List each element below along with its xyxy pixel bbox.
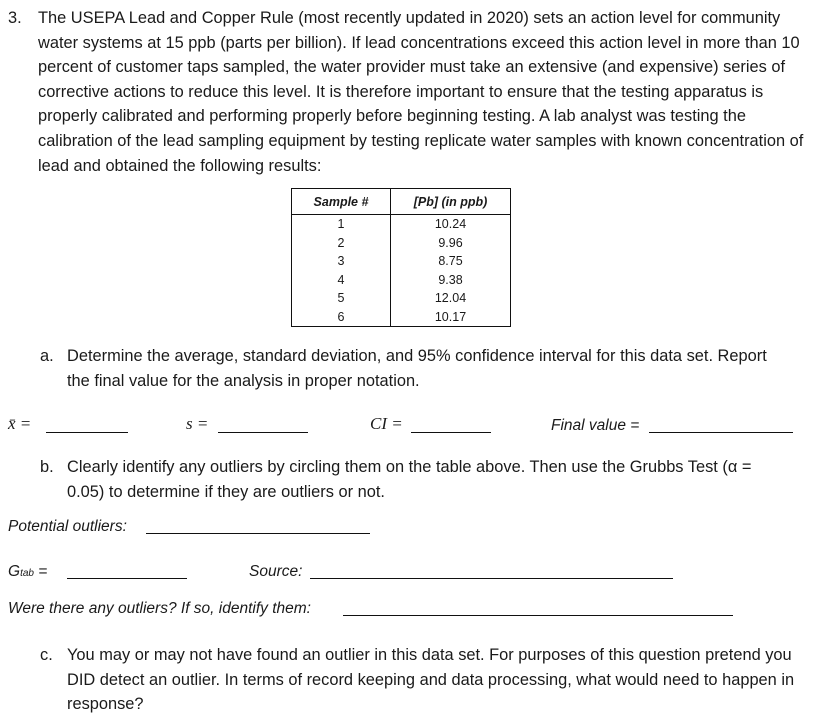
value-cell: 12.04 — [434, 291, 467, 305]
value-cell: 9.38 — [438, 272, 463, 287]
value-cell: 9.96 — [438, 235, 463, 250]
question-number: 3. — [8, 9, 22, 27]
lead-concentration-header: [Pb] (in ppb) — [391, 189, 511, 215]
mean-label: x̄ = — [8, 414, 32, 433]
gtab-subscript: tab — [20, 568, 34, 579]
potential-outliers-blank[interactable] — [146, 533, 370, 534]
part-a-text: Determine the average, standard deviation, and 95% confidence interval for this data set. Report the final value for the analysis in proper notation. — [67, 347, 767, 390]
sample-cell: 4 — [292, 271, 391, 290]
std-dev-label: s = — [186, 414, 209, 433]
source-answer-blank[interactable] — [310, 578, 673, 579]
outliers-answer-blank[interactable] — [343, 615, 733, 616]
table-row — [292, 215, 511, 234]
mean-answer-blank[interactable] — [46, 432, 128, 433]
value-cell: 10.17 — [434, 309, 467, 324]
table-header-row — [292, 189, 511, 215]
table-row — [292, 289, 511, 308]
sample-cell: 6 — [292, 308, 391, 327]
sample-number-header: Sample # — [292, 189, 391, 215]
source-label: Source: — [249, 563, 303, 580]
part-c-letter: c. — [40, 646, 53, 664]
gtab-label — [8, 560, 47, 587]
final-value-answer-blank[interactable] — [649, 432, 793, 433]
sample-cell: 5 — [292, 289, 391, 308]
gtab-letter: G — [8, 563, 21, 580]
gtab-answer-blank[interactable] — [67, 578, 187, 579]
part-b-text: Clearly identify any outliers by circling them on the table above. Then use the Grubbs Test (α = 0.05) to determine if they are outliers or not. — [67, 458, 752, 501]
table-row — [292, 234, 511, 253]
sample-cell: 2 — [292, 234, 391, 253]
ci-answer-blank[interactable] — [411, 432, 491, 433]
value-cell: 10.24 — [434, 217, 467, 231]
table-row — [292, 271, 511, 290]
table-row — [292, 252, 511, 271]
gtab-equals: = — [38, 563, 48, 580]
ci-label: CI = — [370, 414, 403, 433]
lead-results-table — [291, 188, 511, 327]
value-cell: 8.75 — [438, 254, 463, 268]
part-b-letter: b. — [40, 458, 54, 476]
final-value-label: Final value = — [551, 417, 640, 434]
part-c-text: You may or may not have found an outlier in this data set. For purposes of this question pretend you DID detect an outlier. In terms of record keeping and data processing, what would need to happen in response? — [67, 646, 795, 714]
table-row — [292, 308, 511, 327]
question-text: The USEPA Lead and Copper Rule (most recently updated in 2020) sets an action level for community water systems at 15 ppb (parts per billion). If lead concentrations exceed this action level in more than 10 percent of customer taps sampled, the water provider must take an extensive (and expensive) series of corrective actions to reduce this level. It is therefore important to ensure that the testing apparatus is properly calibrated and performing properly before beginning testing. A lab analyst was testing the calibration of the lead sampling equipment by testing replicate water samples with known concentration of lead and obtained the following results: — [38, 9, 804, 175]
std-dev-answer-blank[interactable] — [218, 432, 308, 433]
part-a-letter: a. — [40, 347, 54, 365]
potential-outliers-label: Potential outliers: — [8, 518, 127, 535]
sample-cell: 3 — [292, 252, 391, 271]
outliers-question-label: Were there any outliers? If so, identify them: — [8, 600, 311, 617]
sample-cell: 1 — [292, 215, 391, 234]
